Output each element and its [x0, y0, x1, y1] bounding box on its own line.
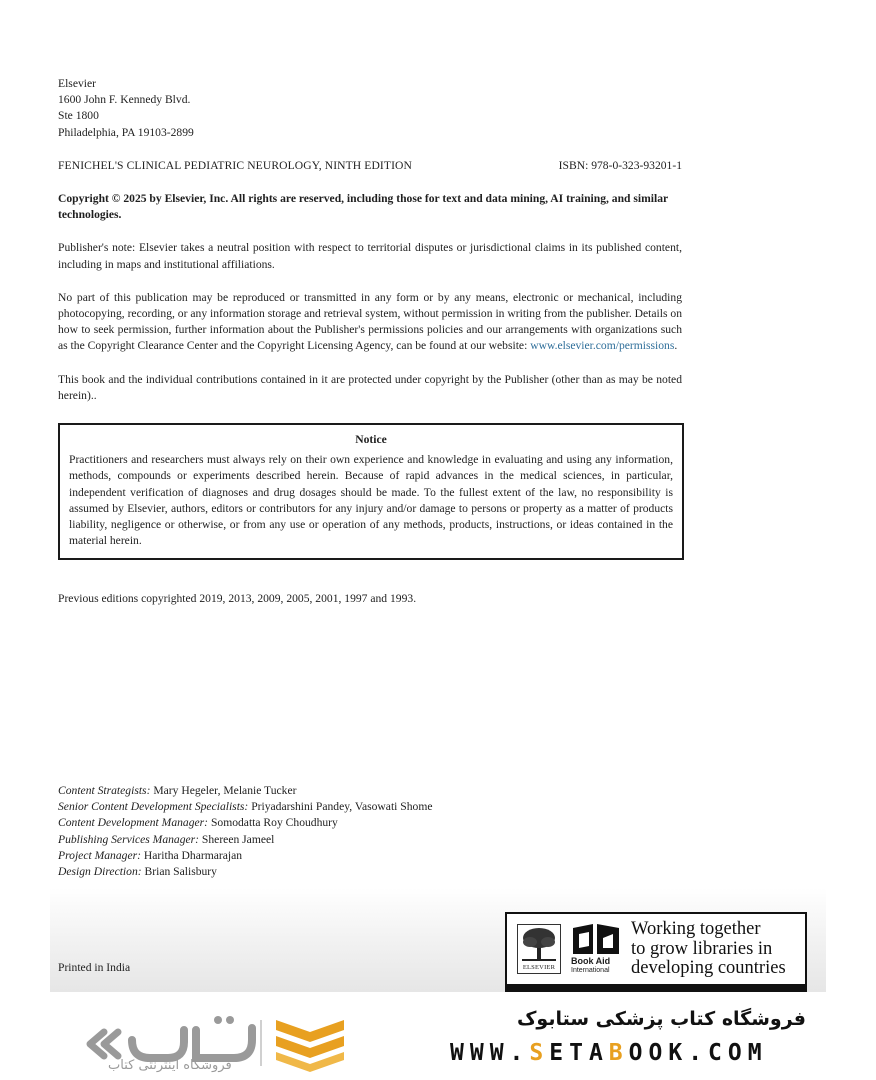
- store-url[interactable]: [450, 1040, 768, 1066]
- permissions-link[interactable]: www.elsevier.com/permissions: [530, 339, 675, 353]
- url-part: ETA: [549, 1040, 609, 1066]
- store-name: فروشگاه کتاب پزشکی ستابوک: [516, 1008, 806, 1030]
- credit-line: [58, 783, 433, 799]
- url-part: WWW.: [450, 1040, 530, 1066]
- credit-line: [58, 815, 433, 831]
- address-line: Ste 1800: [58, 109, 99, 123]
- isbn: ISBN: 978-0-323-93201-1: [558, 158, 682, 172]
- publishers-note: Publisher's note: Elsevier takes a neutral position with respect to territorial disputes or jurisdictional claims in its published content, including in maps and institutional affiliations.: [58, 241, 682, 271]
- publisher-address: [58, 76, 682, 141]
- book-aid-mark-icon: [571, 924, 621, 956]
- setabook-tagline: فروشگاه اینترنتی کتاب: [108, 1058, 232, 1073]
- credit-names: Mary Hegeler, Melanie Tucker: [150, 784, 297, 797]
- setabook-watermark: [0, 996, 876, 1080]
- address-line: Philadelphia, PA 19103-2899: [58, 125, 194, 139]
- slogan-line: developing countries: [631, 958, 786, 978]
- printed-in: Printed in India: [58, 961, 131, 974]
- book-aid-logo: [571, 924, 623, 976]
- watermark-divider: [260, 1020, 262, 1066]
- slogan-line: to grow libraries in: [631, 938, 773, 959]
- protection-statement: This book and the individual contributions contained in it are protected under copyright by the Publisher (other than as may be noted herein)..: [58, 372, 682, 402]
- credit-names: Shereen Jameel: [199, 832, 275, 846]
- credit-names: Brian Salisbury: [141, 865, 217, 879]
- credit-line: [58, 832, 433, 848]
- credit-names: Somodatta Roy Choudhury: [208, 816, 338, 830]
- address-line: Elsevier: [58, 77, 96, 90]
- elsevier-tree-logo-icon: [517, 924, 561, 974]
- slogan-line: Working together: [631, 919, 761, 939]
- permissions-text: No part of this publication may be reproduced or transmitted in any form or by any means, electronic or mechanical, including photocopying, recording, or any information storage and retrieval system, without permission in writing from the publisher. Details on how to seek permission, further information about the Publisher's permissions policies and our arrangements with organizations such as the Copyright Clearance Center and the Copyright Licensing Agency, can be found at our website:: [58, 290, 682, 353]
- address-line: 1600 John F. Kennedy Blvd.: [58, 93, 191, 107]
- credit-line: [58, 799, 433, 815]
- credit-role: Design Direction:: [58, 865, 142, 879]
- notice-box: [58, 423, 684, 560]
- book-aid-name: Book Aid: [571, 956, 611, 966]
- setabook-book-mark-icon: [272, 1014, 348, 1072]
- credits-list: [58, 783, 433, 880]
- book-aid-sub: International: [571, 967, 610, 974]
- notice-title: Notice: [355, 433, 387, 447]
- title-row: [58, 158, 682, 174]
- credit-names: Priyadarshini Pandey, Vasowati Shome: [248, 800, 433, 814]
- credit-role: Project Manager:: [58, 848, 141, 862]
- credit-role: Senior Content Development Specialists:: [58, 800, 249, 814]
- previous-editions: Previous editions copyrighted 2019, 2013, 2009, 2005, 2001, 1997 and 1993.: [58, 592, 417, 606]
- book-aid-slogan: [631, 920, 786, 979]
- copyright-page-body: [58, 76, 682, 608]
- book-aid-banner: [505, 912, 807, 992]
- credit-line: [58, 864, 433, 880]
- permissions-paragraph: [58, 290, 682, 355]
- book-title: FENICHEL'S CLINICAL PEDIATRIC NEUROLOGY, NINTH EDITION: [58, 158, 412, 172]
- url-part: OOK.COM: [628, 1040, 768, 1066]
- copyright-statement: Copyright © 2025 by Elsevier, Inc. All rights are reserved, including those for text and data mining, AI training, and similar technologies.: [58, 192, 668, 222]
- credit-role: Content Strategists:: [58, 784, 151, 797]
- book-aid-strip: [507, 984, 805, 990]
- url-accent: B: [608, 1040, 629, 1066]
- credit-line: [58, 848, 433, 864]
- permissions-end: .: [674, 339, 678, 353]
- url-accent: S: [529, 1040, 550, 1066]
- credit-role: Publishing Services Manager:: [58, 832, 200, 846]
- credit-role: Content Development Manager:: [58, 816, 209, 830]
- notice-text: Practitioners and researchers must always rely on their own experience and knowledge in evaluating and using any information, methods, compounds or experiments described herein. Because of rapid advances in the medical sciences, in particular, independent verification of diagnoses and drug dosages should be made. To the fullest extent of the law, no responsibility is assumed by Elsevier, authors, editors or contributors for any injury and/or damage to persons or property as a matter of products liability, negligence or otherwise, or from any use or operation of any methods, products, instructions, or ideas contained in the material herein.: [69, 453, 673, 548]
- elsevier-logo-word: ELSEVIER: [522, 964, 556, 971]
- credit-names: Haritha Dharmarajan: [140, 848, 243, 862]
